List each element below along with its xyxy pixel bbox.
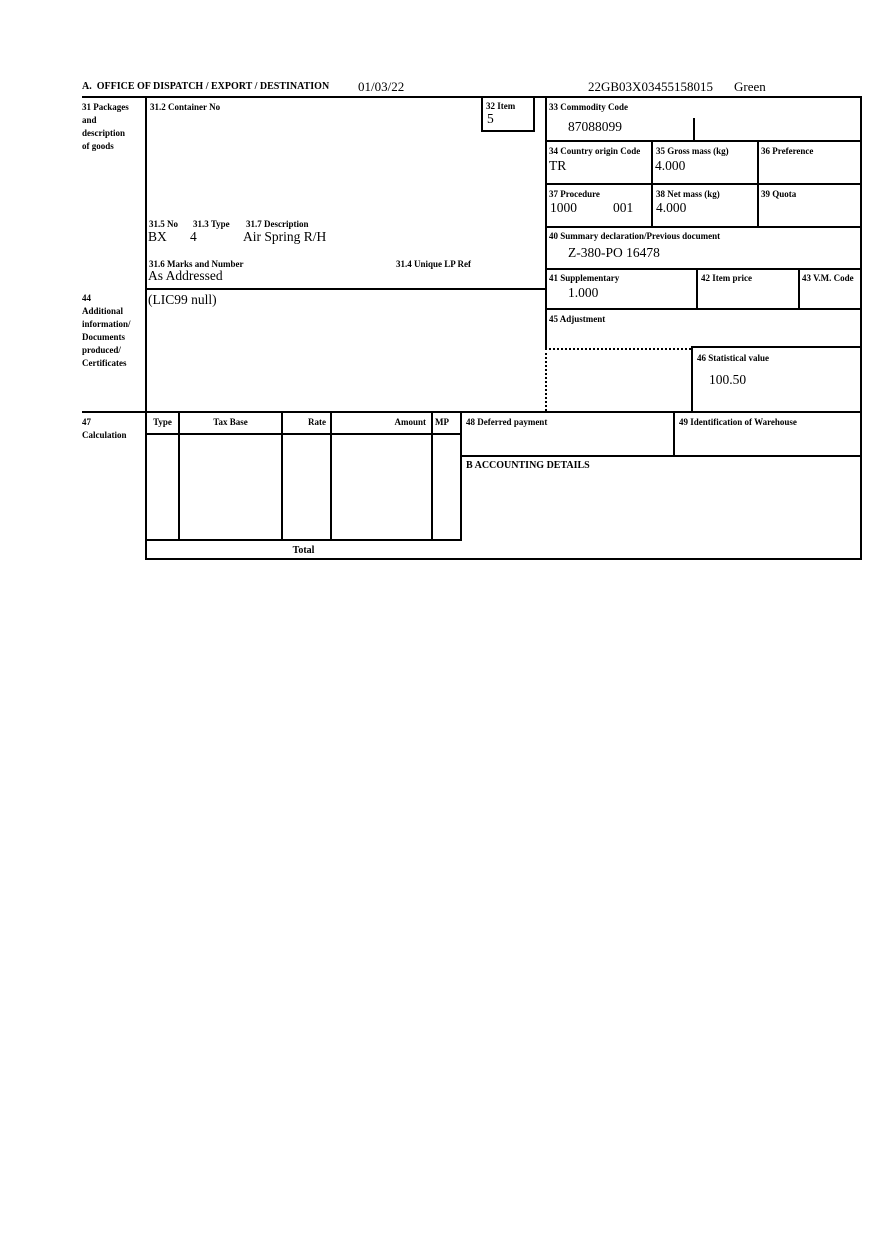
box32-label: 32 Item [486, 101, 516, 111]
box40-label: 40 Summary declaration/Previous document [549, 231, 721, 241]
calc-right-border [460, 411, 462, 539]
box44-label-line5: produced/ [82, 345, 121, 355]
box37-value2: 001 [613, 200, 634, 215]
col41-42-divider [696, 268, 698, 308]
right-border [860, 96, 862, 560]
box46-value: 100.50 [709, 372, 747, 387]
box36-label: 36 Preference [761, 146, 814, 156]
box31-label-line1: 31 Packages [82, 102, 129, 112]
box46-left-border [691, 346, 693, 412]
box33-label: 33 Commodity Code [549, 102, 628, 112]
row37-bottom-border [545, 226, 862, 228]
box31-label-line4: of goods [82, 141, 114, 151]
box37-label: 37 Procedure [549, 189, 600, 199]
box31-label-line3: description [82, 128, 126, 138]
center-column-divider [545, 96, 547, 350]
box44-value: (LIC99 null) [148, 292, 217, 307]
calc-header-amount: Amount [394, 417, 426, 427]
box48-label: 48 Deferred payment [466, 417, 548, 427]
box41-label: 41 Supplementary [549, 273, 620, 283]
box39-label: 39 Quota [761, 189, 797, 199]
row41-bottom-border [545, 308, 862, 310]
calc-col1-divider [178, 411, 180, 539]
box37-value1: 1000 [550, 200, 577, 215]
box42-label: 42 Item price [701, 273, 752, 283]
calc-col4-divider [431, 411, 433, 539]
calc-header-underline [145, 433, 462, 435]
total-row-top-border [145, 539, 462, 541]
box35-label: 35 Gross mass (kg) [656, 146, 729, 156]
col35-36-divider [757, 140, 759, 226]
calc-header-type: Type [153, 417, 172, 427]
box47-label-line1: 47 [82, 417, 91, 427]
col34-35-divider [651, 140, 653, 226]
row34-bottom-border [545, 183, 862, 185]
box32-right-border [533, 96, 535, 132]
box35-value: 4.000 [655, 158, 686, 173]
box44-label-line4: Documents [82, 332, 125, 342]
calc-col2-divider [281, 411, 283, 539]
box31-7-label: 31.7 Description [246, 219, 309, 229]
calc-section-top-border [82, 411, 862, 413]
left-column-divider [145, 96, 147, 560]
calc-header-mp: MP [435, 417, 449, 427]
dotted-horizontal-divider [545, 348, 691, 350]
box45-label: 45 Adjustment [549, 314, 606, 324]
box46-label: 46 Statistical value [697, 353, 769, 363]
col42-43-divider [798, 268, 800, 308]
accounting-top-border [460, 455, 862, 457]
box44-label-line6: Certificates [82, 358, 127, 368]
calc-total-label: Total [292, 545, 315, 556]
box44-top-border [145, 288, 545, 290]
office-of-dispatch-heading: A. OFFICE OF DISPATCH / EXPORT / DESTINATION [82, 81, 330, 92]
box34-value: TR [549, 158, 567, 173]
box32-bottom-border [481, 130, 535, 132]
declaration-reference: 22GB03X03455158015 [588, 79, 713, 94]
box31-3-value: 4 [190, 229, 197, 244]
box31-5-value: BX [148, 229, 167, 244]
form-top-border [82, 96, 862, 98]
box38-label: 38 Net mass (kg) [656, 189, 720, 199]
box32-left-border [481, 96, 483, 132]
box31-6-label: 31.6 Marks and Number [149, 259, 244, 269]
row33-bottom-border [545, 140, 862, 142]
calc-header-rate: Rate [308, 417, 326, 427]
dotted-vertical-divider [545, 348, 547, 411]
calc-col3-divider [330, 411, 332, 539]
box31-7-value: Air Spring R/H [243, 229, 327, 244]
box31-6-value: As Addressed [148, 268, 223, 283]
box38-value: 4.000 [656, 200, 687, 215]
box44-label-line1: 44 [82, 293, 91, 303]
box44-label-line3: information/ [82, 319, 131, 329]
box31-3-label: 31.3 Type [193, 219, 230, 229]
col48-49-divider [673, 411, 675, 455]
accounting-details-label: B ACCOUNTING DETAILS [466, 460, 590, 471]
box31-2-label: 31.2 Container No [150, 102, 221, 112]
calc-header-tax-base: Tax Base [213, 417, 248, 427]
box43-label: 43 V.M. Code [802, 273, 854, 283]
commodity-code-divider [693, 118, 695, 140]
box46-top-border [691, 346, 862, 348]
form-bottom-border [145, 558, 862, 560]
row40-bottom-border [545, 268, 862, 270]
box31-5-label: 31.5 No [149, 219, 178, 229]
box32-value: 5 [487, 111, 494, 126]
box44-label-line2: Additional [82, 306, 124, 316]
box49-label: 49 Identification of Warehouse [679, 417, 797, 427]
declaration-date: 01/03/22 [358, 79, 405, 94]
routing-status: Green [734, 79, 766, 94]
box31-4-label: 31.4 Unique LP Ref [396, 259, 472, 269]
box34-label: 34 Country origin Code [549, 146, 641, 156]
box40-value: Z-380-PO 16478 [568, 245, 660, 260]
box47-label-line2: Calculation [82, 430, 127, 440]
box33-value: 87088099 [568, 119, 622, 134]
box41-value: 1.000 [568, 285, 599, 300]
box31-label-line2: and [82, 115, 97, 125]
